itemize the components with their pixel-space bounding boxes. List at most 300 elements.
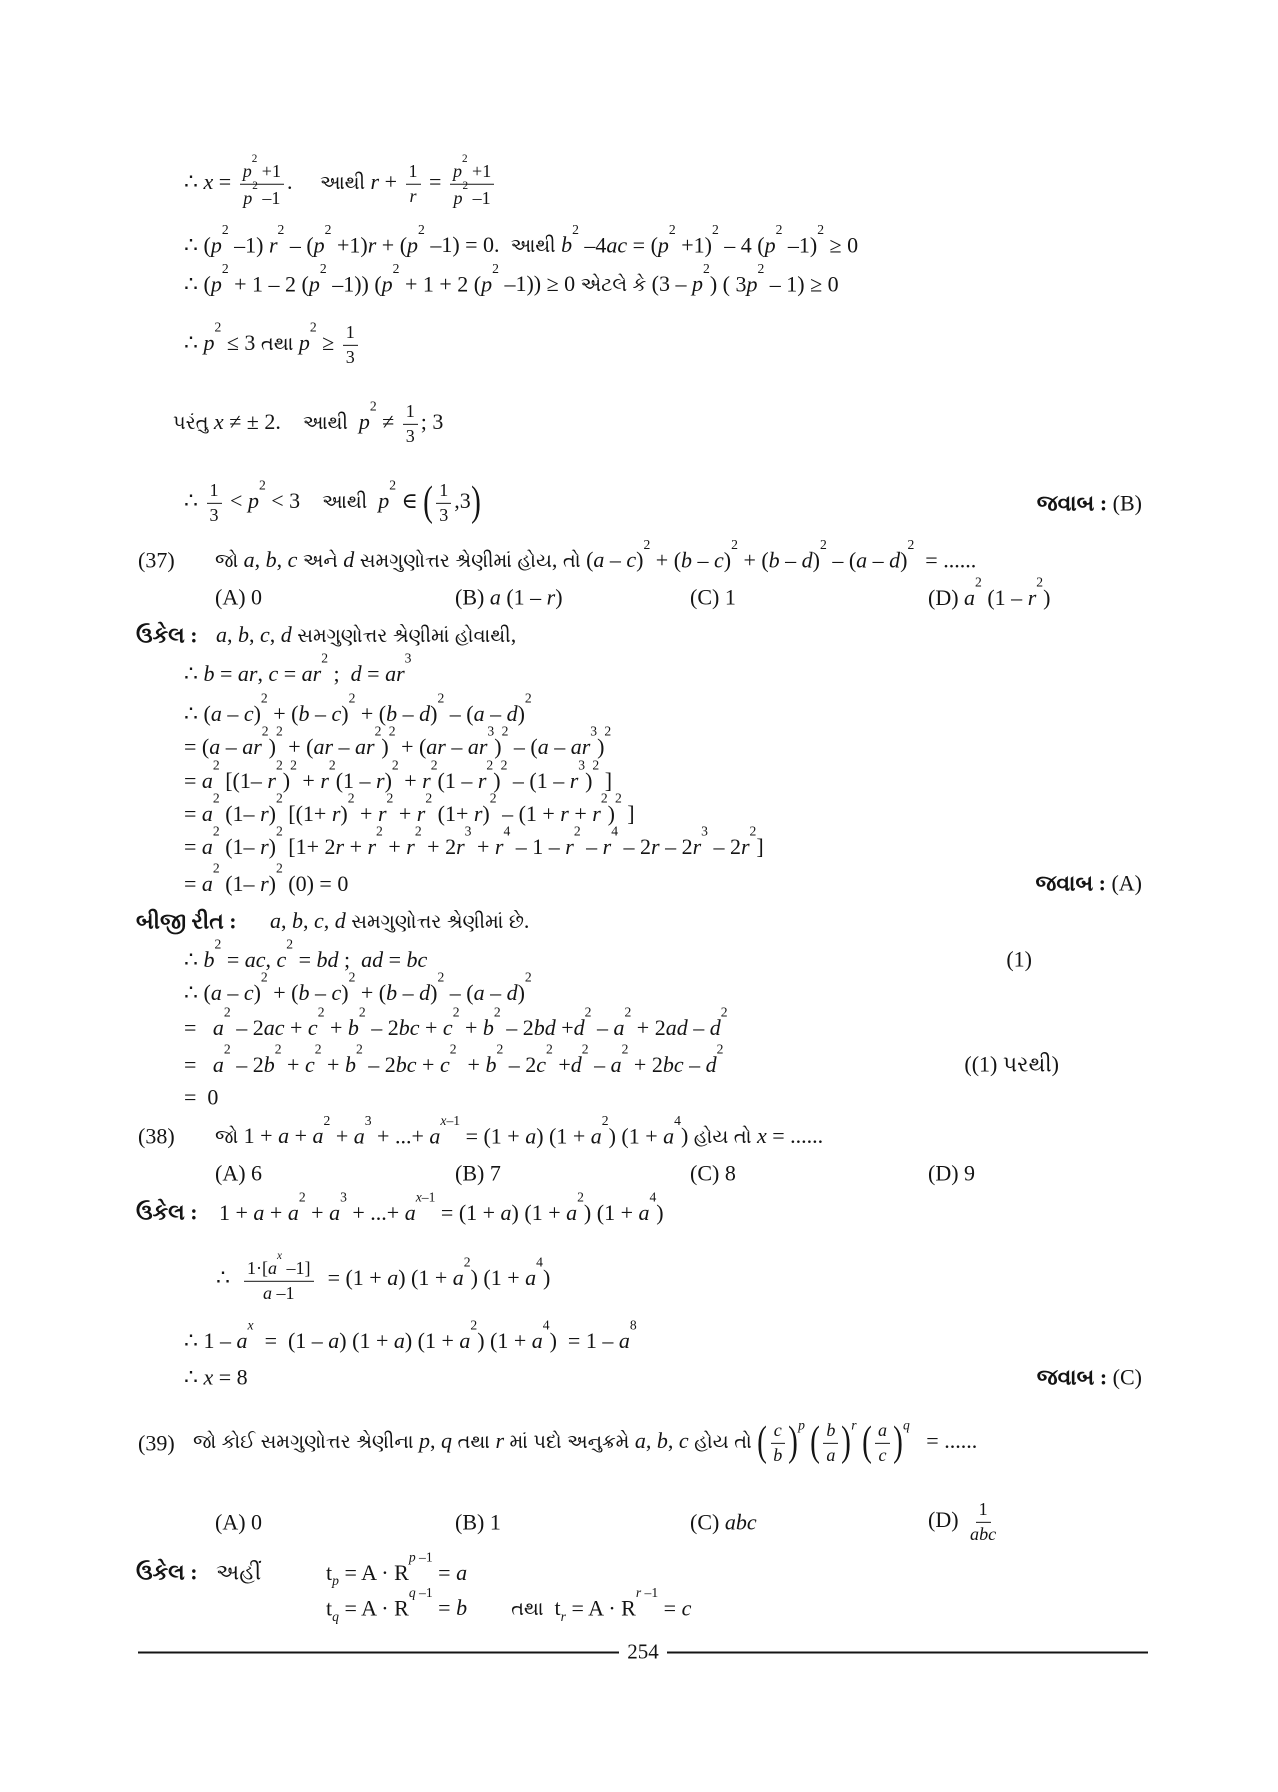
math-variable: c bbox=[276, 946, 287, 972]
math-text: 2 bbox=[275, 723, 283, 739]
math-variable: b bbox=[768, 547, 780, 573]
superscript bbox=[490, 791, 497, 806]
solution-line bbox=[219, 1189, 664, 1227]
math-text: ) ( 3p bbox=[709, 271, 758, 297]
math-variable: p bbox=[378, 488, 390, 514]
math-variable: a bbox=[263, 1282, 273, 1303]
math-variable: q bbox=[441, 1428, 452, 1454]
solution-line bbox=[184, 936, 428, 974]
math-variable: d bbox=[709, 1014, 721, 1040]
math-text: 2 bbox=[437, 690, 445, 706]
math-text: ) bbox=[381, 733, 389, 759]
option-b bbox=[455, 1159, 501, 1187]
math-text: + r bbox=[296, 767, 329, 793]
math-text: = b તથા t bbox=[432, 1595, 561, 1621]
math-variable: d bbox=[343, 547, 355, 573]
answer-value: (A) bbox=[1111, 870, 1142, 896]
math-variable: a bbox=[593, 547, 605, 573]
math-variable: a bbox=[210, 700, 222, 726]
math-text: +1 bbox=[257, 160, 281, 181]
math-variable: c bbox=[878, 1444, 887, 1465]
math-variable: c bbox=[626, 547, 637, 573]
math-text: ) bbox=[542, 1265, 551, 1291]
math-text: = (1 + a) (1 + a bbox=[316, 1265, 464, 1291]
fraction-numerator bbox=[875, 1420, 890, 1444]
math-variable: a bbox=[209, 733, 221, 759]
math-variable: bc bbox=[398, 1014, 420, 1040]
math-text: ] bbox=[621, 800, 635, 826]
math-text: 2 bbox=[461, 152, 468, 165]
math-text: 2 bbox=[614, 790, 622, 806]
solution-line bbox=[184, 690, 532, 728]
math-text: – 2c bbox=[503, 1051, 547, 1077]
math-text: 2 bbox=[711, 222, 719, 238]
math-variable: p bbox=[210, 271, 222, 297]
math-text: a, b, c, d સમગુણોત્તર શ્રેણીમાં હોવાથી, bbox=[216, 621, 517, 647]
math-text: 4 bbox=[674, 1113, 681, 1129]
superscript bbox=[415, 824, 422, 839]
math-text: + 2r bbox=[421, 833, 465, 859]
math-text: ∴ (p bbox=[184, 271, 222, 297]
math-text: –4ac = (p bbox=[578, 232, 669, 258]
math-variable: a bbox=[328, 1327, 340, 1353]
math-text: – a bbox=[591, 1014, 625, 1040]
superscript bbox=[318, 1005, 325, 1020]
math-variable: a bbox=[201, 800, 213, 826]
math-text: 1 bbox=[209, 479, 219, 500]
math-text: 2 bbox=[274, 1041, 282, 1057]
fraction-denominator bbox=[343, 346, 358, 369]
superscript bbox=[492, 261, 499, 276]
math-text: 2 bbox=[252, 179, 258, 192]
math-text: 2 bbox=[600, 790, 608, 806]
math-variable: a bbox=[236, 1327, 248, 1353]
math-text: 2 bbox=[275, 790, 283, 806]
solution-line bbox=[326, 1549, 468, 1589]
math-variable: x bbox=[213, 409, 224, 435]
math-text: 2 bbox=[643, 537, 651, 553]
math-text: ≠ bbox=[376, 409, 400, 435]
gujarati-text: છે bbox=[508, 911, 524, 933]
math-variable: b bbox=[386, 979, 398, 1005]
math-text: (C) abc bbox=[690, 1509, 757, 1535]
math-variable: r bbox=[268, 232, 278, 258]
math-text: –1 bbox=[257, 187, 281, 208]
math-variable: r bbox=[494, 833, 504, 859]
math-text bbox=[903, 1418, 910, 1433]
math-variable: a bbox=[268, 1257, 278, 1278]
math-text: 3 bbox=[404, 650, 412, 666]
math-text: = 0 bbox=[184, 1084, 219, 1110]
math-text: ) હોય તો x = ...... bbox=[680, 1123, 824, 1149]
option-b bbox=[455, 583, 563, 611]
math-variable: p bbox=[746, 271, 758, 297]
math-text: 2 bbox=[319, 261, 327, 277]
math-variable: p bbox=[313, 232, 325, 258]
math-variable: p bbox=[308, 271, 320, 297]
math-variable: r bbox=[409, 185, 417, 206]
fraction-numerator bbox=[207, 480, 222, 504]
bracket: ) bbox=[470, 479, 481, 526]
math-text: 2 bbox=[290, 757, 297, 773]
math-variable: p bbox=[764, 232, 776, 258]
superscript bbox=[817, 222, 824, 237]
math-text: 2 bbox=[418, 222, 425, 238]
math-text: + (b – d) bbox=[355, 979, 438, 1005]
math-text: x–1 bbox=[440, 1113, 461, 1129]
math-variable: c bbox=[243, 979, 254, 1005]
math-variable: bd bbox=[316, 946, 339, 972]
math-variable: r bbox=[267, 767, 276, 793]
fraction-denominator bbox=[876, 1444, 890, 1467]
math-variable: r bbox=[416, 800, 426, 826]
math-text: 2 bbox=[493, 1004, 501, 1020]
math-text: ) bbox=[282, 767, 291, 793]
math-text: 1 bbox=[405, 400, 415, 421]
gujarati-text: જો bbox=[215, 1127, 239, 1149]
superscript bbox=[975, 575, 982, 590]
math-variable: a bbox=[531, 1327, 543, 1353]
math-text: ≥ bbox=[316, 330, 340, 356]
math-text: + a bbox=[305, 1199, 341, 1225]
math-text: ; d = ar bbox=[328, 660, 405, 686]
math-text: a –1 bbox=[263, 1282, 295, 1303]
math-text: – 2ac + c bbox=[230, 1014, 318, 1040]
fraction bbox=[207, 480, 222, 526]
math-variable: a bbox=[473, 700, 485, 726]
superscript bbox=[577, 1190, 584, 1205]
math-text: 2 bbox=[358, 1004, 366, 1020]
math-variable: c bbox=[439, 1051, 450, 1077]
math-text: = ...... bbox=[909, 1428, 978, 1454]
math-variable: a bbox=[590, 1123, 602, 1149]
math-variable: c bbox=[331, 979, 342, 1005]
math-text: 3 bbox=[209, 504, 219, 525]
math-variable: p bbox=[798, 1417, 805, 1433]
superscript bbox=[261, 970, 268, 985]
math-variable: x bbox=[440, 1113, 447, 1129]
math-variable: d bbox=[570, 1051, 582, 1077]
gujarati-text: સમગુણોત્તર bbox=[351, 911, 442, 933]
math-variable: c bbox=[268, 660, 279, 686]
math-text: 4 bbox=[542, 1317, 550, 1333]
math-text: 2 bbox=[317, 1004, 325, 1020]
math-text: (0) = 0 bbox=[282, 870, 349, 896]
math-text: 2 bbox=[1036, 574, 1044, 590]
math-text: 2 bbox=[277, 222, 285, 238]
math-text: 2 bbox=[452, 1004, 460, 1020]
superscript bbox=[450, 1042, 457, 1057]
math-text: –1) r bbox=[228, 232, 278, 258]
superscript bbox=[392, 758, 399, 773]
math-text: (D) 9 bbox=[928, 1160, 976, 1186]
option-b bbox=[455, 1508, 501, 1536]
math-variable: b bbox=[238, 621, 249, 647]
solution-label: ઉકેલ : bbox=[136, 622, 198, 648]
math-variable: r bbox=[377, 800, 387, 826]
math-text: –1) = 0. આથી b bbox=[424, 232, 573, 258]
math-text: 2 bbox=[389, 477, 396, 493]
answer-value: (B) bbox=[1112, 490, 1142, 516]
answer-label: જવાબ : bbox=[1035, 870, 1106, 896]
superscript bbox=[276, 791, 283, 806]
superscript bbox=[525, 691, 532, 706]
superscript bbox=[365, 1113, 372, 1128]
math-text: + (b – c) bbox=[267, 700, 349, 726]
gujarati-text: સમગુણોત્તર bbox=[297, 625, 388, 647]
math-text: = A · R bbox=[565, 1595, 636, 1621]
math-text: 2 bbox=[546, 1041, 553, 1057]
math-text bbox=[879, 1445, 887, 1465]
math-variable: d bbox=[419, 979, 431, 1005]
answer bbox=[1037, 489, 1142, 517]
fraction bbox=[823, 1420, 838, 1466]
math-text: ≥ 0 bbox=[824, 232, 859, 258]
math-text: 2 bbox=[386, 790, 394, 806]
math-variable: p bbox=[381, 271, 393, 297]
math-variable: ad bbox=[361, 946, 384, 972]
fraction-denominator bbox=[451, 179, 494, 210]
math-variable: r bbox=[260, 800, 269, 826]
math-text bbox=[243, 188, 252, 208]
math-text: t bbox=[326, 1595, 333, 1621]
math-text: જો 1 + a + a bbox=[215, 1123, 324, 1149]
option-c bbox=[690, 583, 736, 611]
fraction-numerator bbox=[240, 152, 284, 185]
superscript bbox=[259, 478, 266, 493]
superscript bbox=[310, 320, 317, 335]
math-text: 2 bbox=[703, 261, 710, 277]
superscript bbox=[275, 1042, 282, 1057]
math-text: 2 bbox=[463, 1254, 471, 1270]
superscript bbox=[389, 478, 396, 493]
math-text: (A) 0 bbox=[215, 584, 263, 610]
math-variable: d bbox=[419, 700, 431, 726]
math-text: ∴ (p bbox=[184, 232, 222, 258]
math-variable: a bbox=[525, 1265, 537, 1291]
fraction-denominator bbox=[823, 1444, 838, 1467]
math-text: 2 bbox=[321, 650, 329, 666]
fraction-numerator bbox=[343, 322, 358, 346]
math-variable: a bbox=[201, 833, 213, 859]
math-text: 2 bbox=[592, 757, 600, 773]
option-d bbox=[928, 1499, 1002, 1545]
solution-line bbox=[184, 969, 532, 1007]
math-text: 3 bbox=[464, 823, 472, 839]
math-text: – r bbox=[580, 833, 612, 859]
fraction bbox=[450, 152, 494, 210]
math-variable: p bbox=[407, 232, 419, 258]
math-variable: b bbox=[292, 907, 303, 933]
math-text: 2 bbox=[621, 1041, 629, 1057]
math-text: ] bbox=[599, 767, 613, 793]
math-text: ) bbox=[268, 733, 276, 759]
math-text: 2 bbox=[223, 1041, 231, 1057]
math-text: ) bbox=[607, 800, 615, 826]
math-variable: c bbox=[773, 1419, 782, 1440]
math-text: 2 bbox=[286, 936, 294, 952]
math-text: ) bbox=[585, 767, 593, 793]
math-text: 2 bbox=[820, 537, 827, 553]
math-text: (1– r) bbox=[219, 800, 276, 826]
gujarati-text: શ્રેણીમાં bbox=[446, 911, 504, 933]
math-variable: ac bbox=[244, 946, 266, 972]
math-text: ) bbox=[494, 733, 502, 759]
math-variable: x bbox=[247, 1317, 254, 1333]
math-text: 2 bbox=[492, 261, 499, 277]
math-variable: a bbox=[537, 733, 549, 759]
answer-label: જવાબ : bbox=[1036, 490, 1108, 516]
math-text: (1 – r bbox=[437, 767, 487, 793]
math-variable: a bbox=[253, 1199, 265, 1225]
math-text: – 2r – 2r bbox=[618, 833, 702, 859]
math-text: – 2bc + c bbox=[362, 1051, 450, 1077]
math-text: 2 bbox=[604, 723, 612, 739]
fraction-denominator bbox=[207, 504, 222, 527]
math-variable: b bbox=[561, 232, 573, 258]
math-variable: c bbox=[681, 1595, 692, 1621]
math-variable: b bbox=[203, 660, 215, 686]
math-text: 2 bbox=[581, 1041, 589, 1057]
math-variable: r bbox=[406, 833, 415, 859]
math-text: 4 bbox=[611, 823, 618, 839]
math-text: = bd ; ad = bc bbox=[293, 946, 428, 972]
solution-line bbox=[326, 1585, 692, 1624]
math-variable: b bbox=[298, 700, 310, 726]
math-variable: d bbox=[334, 907, 346, 933]
math-text: q –1 bbox=[408, 1585, 433, 1601]
solution-line bbox=[184, 1317, 637, 1355]
math-variable: p bbox=[358, 409, 370, 435]
math-variable: b bbox=[347, 1014, 359, 1040]
math-text: = a bbox=[184, 833, 213, 859]
math-text: –1) bbox=[782, 232, 818, 258]
math-variable: p bbox=[203, 330, 215, 356]
fraction-numerator bbox=[403, 401, 418, 425]
fraction-denominator bbox=[406, 185, 419, 208]
gujarati-text: પદો bbox=[533, 1432, 562, 1454]
superscript bbox=[299, 1190, 306, 1205]
math-text: +1) bbox=[675, 232, 712, 258]
math-variable: bc bbox=[662, 1051, 684, 1077]
superscript bbox=[222, 222, 229, 237]
math-text: 2 bbox=[221, 222, 229, 238]
math-variable: a bbox=[287, 1199, 299, 1225]
math-variable: b bbox=[826, 1419, 836, 1440]
math-variable: b bbox=[656, 1428, 668, 1454]
superscript bbox=[370, 399, 377, 414]
math-variable: b bbox=[344, 1051, 356, 1077]
subscript bbox=[332, 1573, 339, 1588]
math-text: – 2bd +d bbox=[500, 1014, 585, 1040]
math-variable: p bbox=[243, 187, 253, 208]
math-variable: r bbox=[331, 800, 341, 826]
math-text bbox=[970, 1524, 996, 1544]
math-text: + ...+ a bbox=[371, 1123, 441, 1149]
superscript bbox=[416, 1190, 436, 1205]
math-text: + (ar – ar bbox=[395, 733, 488, 759]
math-variable: a bbox=[216, 621, 227, 647]
math-variable: c bbox=[307, 1014, 318, 1040]
solution-line bbox=[270, 907, 529, 935]
math-variable: b bbox=[203, 946, 215, 972]
gujarati-text: આથી bbox=[322, 492, 368, 514]
math-text: ≤ 3 તથા p bbox=[221, 330, 310, 356]
math-variable: c bbox=[287, 547, 298, 573]
math-text: 2 bbox=[720, 1004, 728, 1020]
math-variable: ar bbox=[237, 660, 258, 686]
answer-value: (C) bbox=[1112, 1364, 1142, 1390]
solution-line bbox=[184, 477, 481, 526]
math-variable: r bbox=[335, 833, 345, 859]
math-text: ) = 1 – a bbox=[549, 1327, 630, 1353]
math-text: (1– r) bbox=[219, 833, 276, 859]
math-variable: r bbox=[565, 833, 574, 859]
math-variable: r bbox=[367, 232, 377, 258]
math-text: જો a, b, c અને d સમગુણોત્તર શ્રેણીમાં હોય, તો (a – c) bbox=[215, 547, 644, 573]
gujarati-text: પરંતુ bbox=[173, 413, 209, 435]
superscript bbox=[453, 1005, 460, 1020]
superscript bbox=[536, 1255, 543, 1270]
math-text bbox=[878, 1420, 887, 1440]
option-a bbox=[215, 583, 262, 611]
math-text: 2 bbox=[430, 757, 438, 773]
superscript bbox=[604, 724, 611, 739]
equation-reference: (1) bbox=[1006, 946, 1032, 972]
math-text: 2 bbox=[214, 319, 222, 335]
math-text: – 2bc + c bbox=[365, 1014, 453, 1040]
math-text: 2 bbox=[437, 969, 445, 985]
math-text: ) bbox=[597, 733, 605, 759]
superscript bbox=[636, 1585, 658, 1600]
math-text: – (a – d) bbox=[826, 547, 908, 573]
math-text: ∴ x = 8 bbox=[184, 1364, 248, 1390]
fraction bbox=[406, 161, 421, 207]
math-text: 2 bbox=[212, 860, 220, 876]
page-number: 254 bbox=[627, 1639, 659, 1664]
math-variable: p bbox=[242, 160, 252, 181]
math-text: –1)) (p bbox=[326, 271, 393, 297]
math-variable: abc bbox=[970, 1523, 997, 1544]
math-variable: q bbox=[902, 1417, 910, 1433]
math-text: (C) 8 bbox=[690, 1160, 736, 1186]
math-variable: b bbox=[263, 1051, 275, 1077]
math-text: = a bbox=[184, 767, 213, 793]
math-text: 2 bbox=[328, 757, 336, 773]
equation-reference: ((1) પરથી) bbox=[964, 1051, 1059, 1077]
math-text: ∈ bbox=[396, 488, 424, 514]
question-number: (38) bbox=[138, 1123, 175, 1149]
math-text: 2 bbox=[584, 1004, 592, 1020]
math-variable: a bbox=[613, 1014, 625, 1040]
math-text: . આથી r + bbox=[287, 169, 403, 195]
superscript bbox=[669, 222, 676, 237]
math-text: ) (1 + a bbox=[583, 1199, 650, 1225]
math-variable: p bbox=[332, 1573, 339, 1589]
math-text: 2 bbox=[577, 1189, 584, 1205]
superscript bbox=[376, 824, 383, 839]
math-text: = (1 – a) (1 + a) (1 + a bbox=[253, 1327, 471, 1353]
math-variable: a bbox=[212, 1014, 224, 1040]
math-text: જો કોઈ સમગુણોત્તર શ્રેણીના p, q તથા r માં પદો અનુક્રમે a, b, c હોય તો bbox=[193, 1428, 752, 1454]
math-text: 3 bbox=[439, 504, 449, 525]
math-variable: a bbox=[387, 1265, 399, 1291]
math-text: = A · R bbox=[338, 1559, 409, 1585]
math-text: p –1 bbox=[408, 1549, 433, 1565]
math-variable: x bbox=[203, 1364, 214, 1390]
math-text: 2 bbox=[275, 757, 283, 773]
math-text: 2 bbox=[731, 537, 738, 553]
